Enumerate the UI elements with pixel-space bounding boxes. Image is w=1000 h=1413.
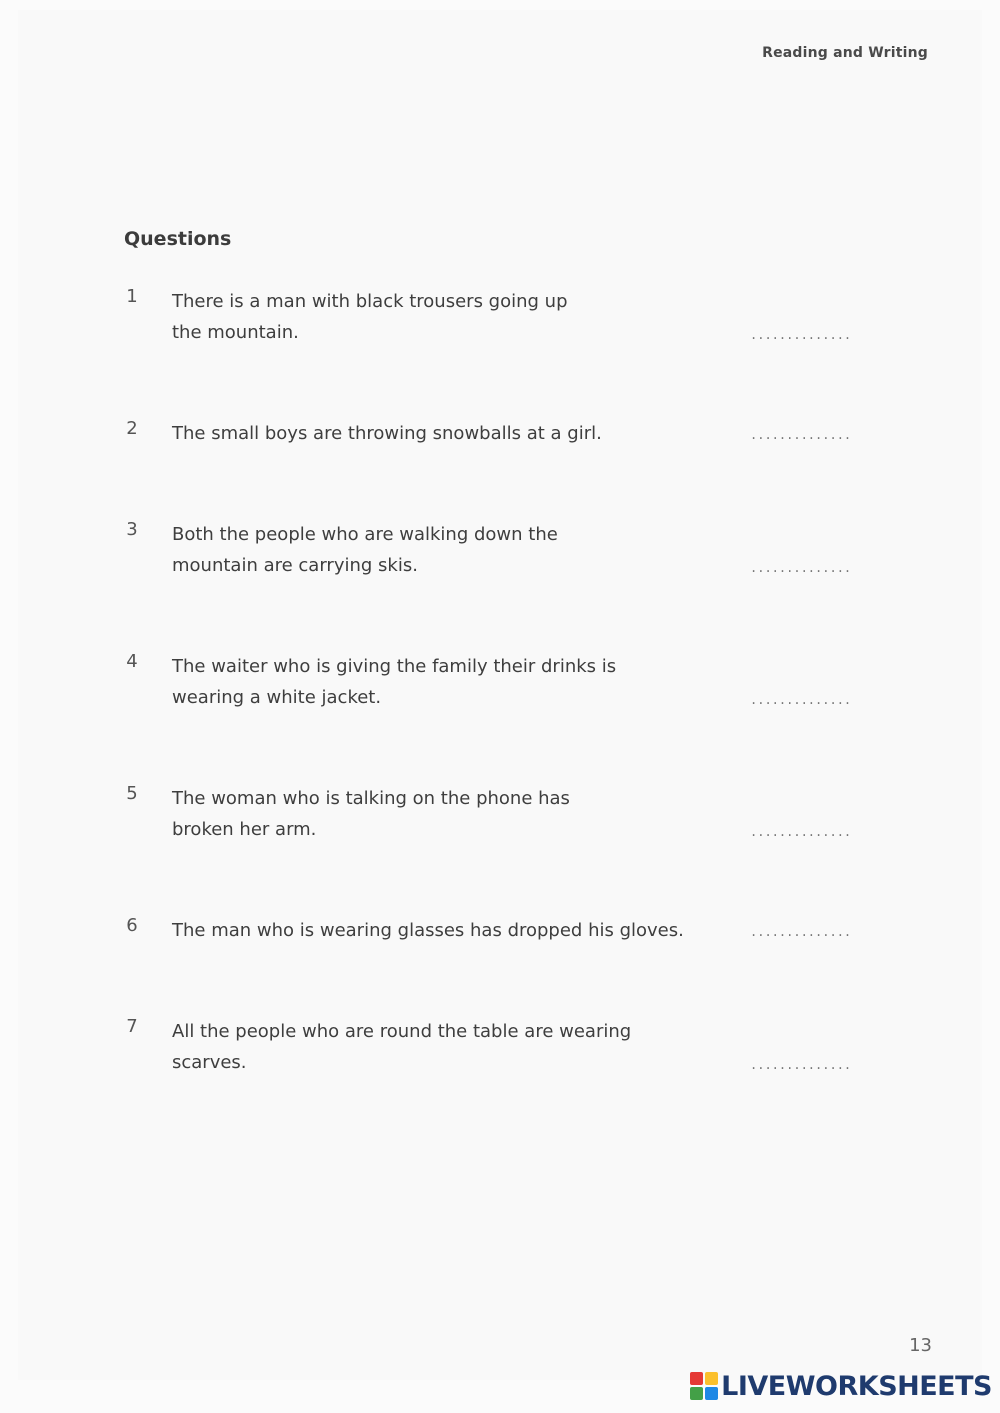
- question-item: [120, 286, 852, 356]
- question-number: 5: [126, 783, 138, 804]
- question-text: [172, 519, 732, 581]
- question-number: 1: [126, 286, 138, 307]
- answer-field[interactable]: ..............: [750, 328, 852, 342]
- question-line: The waiter who is giving the family their drinks is: [172, 656, 617, 677]
- section-header: Reading and Writing: [762, 45, 928, 61]
- question-item: [120, 1016, 852, 1086]
- brand-name: LIVEWORKSHEETS: [721, 1370, 992, 1402]
- question-item: [120, 783, 852, 853]
- answer-field[interactable]: ..............: [750, 825, 852, 839]
- liveworksheets-brand[interactable]: [690, 1371, 992, 1401]
- question-item: [120, 519, 852, 589]
- question-text: [172, 418, 732, 449]
- question-number: 2: [126, 418, 138, 439]
- logo-square-red: [690, 1372, 703, 1385]
- question-number: 3: [126, 519, 138, 540]
- answer-field[interactable]: ..............: [750, 428, 852, 442]
- question-line: All the people who are round the table are wearing: [172, 1021, 632, 1042]
- question-line: The small boys are throwing snowballs at a girl.: [172, 423, 602, 444]
- question-text: [172, 286, 732, 348]
- question-line: The woman who is talking on the phone has: [172, 788, 570, 809]
- answer-field[interactable]: ..............: [750, 693, 852, 707]
- question-line: Both the people who are walking down the: [172, 524, 558, 545]
- liveworksheets-logo-icon: [690, 1372, 718, 1400]
- logo-square-green: [690, 1387, 703, 1400]
- question-item: [120, 915, 852, 985]
- logo-square-yellow: [705, 1372, 718, 1385]
- question-number: 6: [126, 915, 138, 936]
- answer-field[interactable]: ..............: [750, 561, 852, 575]
- question-line: the mountain.: [172, 322, 299, 343]
- question-line: wearing a white jacket.: [172, 687, 382, 708]
- question-line: There is a man with black trousers going up: [172, 291, 568, 312]
- page-number: 13: [909, 1335, 932, 1356]
- question-line: The man who is wearing glasses has dropped his gloves.: [172, 920, 684, 941]
- question-text: [172, 783, 732, 845]
- answer-field[interactable]: ..............: [750, 1058, 852, 1072]
- question-line: scarves.: [172, 1052, 247, 1073]
- question-line: broken her arm.: [172, 819, 317, 840]
- questions-title: Questions: [124, 228, 232, 250]
- answer-field[interactable]: ..............: [750, 925, 852, 939]
- question-text: [172, 651, 732, 713]
- question-item: [120, 651, 852, 721]
- question-number: 4: [126, 651, 138, 672]
- question-item: [120, 418, 852, 488]
- question-line: mountain are carrying skis.: [172, 555, 418, 576]
- question-number: 7: [126, 1016, 138, 1037]
- question-text: [172, 915, 752, 946]
- logo-square-blue: [705, 1387, 718, 1400]
- question-text: [172, 1016, 732, 1078]
